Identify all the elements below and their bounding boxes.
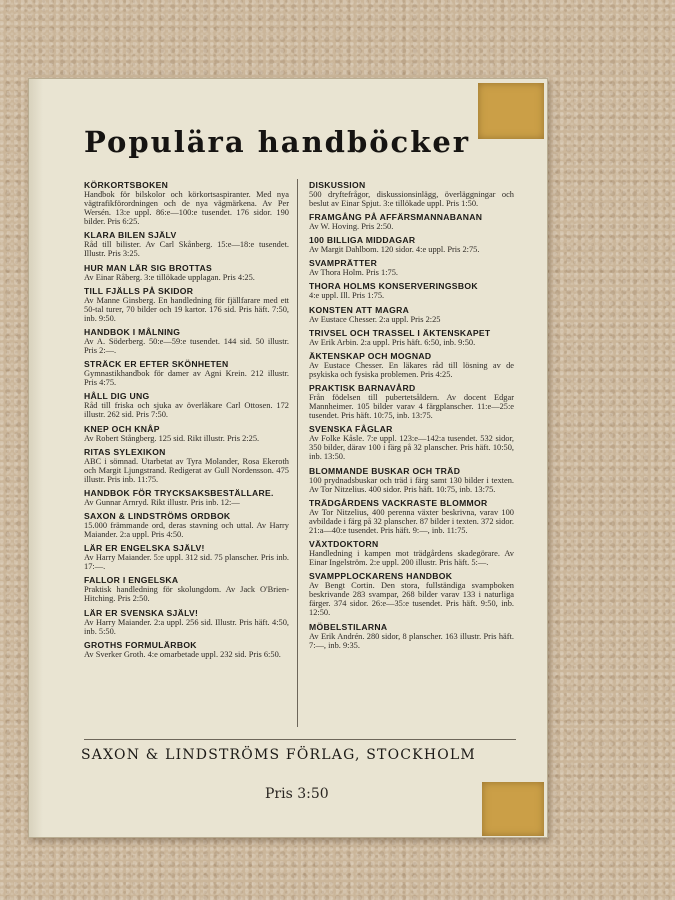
book-entry	[84, 511, 289, 539]
book-description: Av Eustace Chesser. En läkares råd till lösning av de psykiska och fysiska problemen. Pris 4:25.	[309, 360, 514, 379]
book-description: Av Gunnar Arnryd. Rikt illustr. Pris inb. 12:—	[84, 497, 240, 507]
book-entry	[309, 180, 514, 208]
book-description: Av Harry Maiander. 2:a uppl. 256 sid. Illustr. Pris häft. 4:50, inb. 5:50.	[84, 617, 289, 636]
book-description: Av Harry Maiander. 5:e uppl. 312 sid. 75 planscher. Pris inb. 17:—.	[84, 553, 289, 572]
book-description: Av A. Söderberg. 50:e—59:e tusendet. 144 sid. 50 illustr. Pris 2:—.	[84, 336, 289, 356]
book-title: GROTHS FORMULÄRBOK	[84, 639, 197, 650]
book-title: BLOMMANDE BUSKAR OCH TRÄD	[309, 465, 461, 476]
book-title: HANDBOK FÖR TRYCKSAKSBESTÄLLARE.	[84, 487, 274, 498]
book-title: HUR MAN LÄR SIG BROTTAS	[84, 262, 213, 273]
book-entry	[309, 466, 514, 494]
book-description: Av Sverker Groth. 4:e omarbetade uppl. 232 sid. Pris 6:50.	[84, 649, 281, 659]
book-title: TRÄDGÅRDENS VACKRASTE BLOMMOR	[309, 497, 488, 508]
price-label: Pris 3:50	[265, 786, 329, 802]
book-description: Av Manne Ginsberg. En handledning för fjällfarare med ett 50-tal turer, 70 bilder och 19 kartor. 176 sid. Pris häft. 7:50, inb. 9:50.	[84, 295, 289, 323]
book-entry	[309, 258, 514, 277]
book-description: Av Eustace Chesser. 2:a uppl. Pris 2:25	[309, 314, 441, 324]
book-title: HÅLL DIG UNG	[84, 391, 150, 402]
book-entry	[309, 383, 514, 420]
book-description: Från födelsen till pubertetsåldern. Av docent Edgar Mannheimer. 105 bilder varav 4 färgplanscher. 11:e—25:e tusendet. Pris häft. 10:75, inb. 13:75.	[309, 392, 514, 421]
publisher-rule	[84, 739, 516, 740]
book-entry	[309, 498, 514, 535]
book-entry	[84, 447, 289, 484]
book-description: Gymnastikhandbok för damer av Agni Krein. 212 illustr. Pris 4:75.	[84, 369, 289, 388]
book-title: LÄR ER ENGELSKA SJÄLV!	[84, 543, 205, 554]
book-title: PRAKTISK BARNAVÅRD	[309, 382, 416, 393]
book-title: SVAMPRÄTTER	[309, 258, 378, 269]
book-description: 500 dryftefrågor, diskussionsinlägg, överläggningar och beslut av Einar Spjut. 3:e tillökade uppl. Pris 1:50.	[309, 190, 514, 209]
book-entry	[309, 424, 514, 461]
book-description: 4:e uppl. Ill. Pris 1:75.	[309, 291, 385, 301]
book-title: MÖBELSTILARNA	[309, 621, 388, 632]
book-description: Av Folke Kåsle. 7:e uppl. 123:e—142:a tusendet. 532 sidor, 350 bilder, därav 100 i färg på 32 planscher. Pris häft. 10:50, inb. 13:50.	[309, 434, 514, 462]
book-title: TILL FJÄLLS PÅ SKIDOR	[84, 285, 194, 296]
book-entry	[309, 212, 514, 231]
book-title: 100 BILLIGA MIDDAGAR	[309, 235, 416, 246]
book-description: Av Erik Andrén. 280 sidor, 8 planscher. 163 illustr. Pris häft. 7:—, inb. 9:35.	[309, 631, 514, 650]
book-entry	[84, 640, 289, 659]
book-entry	[84, 180, 289, 226]
book-description: Råd till friska och sjuka av överläkare Carl Ottosen. 172 illustr. 262 sid. Pris 7:50.	[84, 401, 289, 420]
book-description: Av Thora Holm. Pris 1:75.	[309, 268, 399, 278]
book-description: Handledning i kampen mot trädgårdens skadegörare. Av Einar Ingelström. 2:e uppl. 200 illustr. Pris häft. 5:—.	[309, 548, 514, 568]
book-title: SVAMPPLOCKARENS HANDBOK	[309, 571, 453, 582]
book-title: SVENSKA FÅGLAR	[309, 424, 393, 435]
column-divider	[297, 179, 298, 727]
book-description: Råd till bilister. Av Carl Skånberg. 15:e—18:e tusendet. Illustr. Pris 3:25.	[84, 240, 289, 259]
book-description: Av Tor Nitzelius, 400 perenna växter beskrivna, varav 100 avbildade i färg på 32 planscher. 87 bilder i texten. 372 sidor. 21:a—40:e tusendet. Pris häft. 9:—, inb. 11:75.	[309, 507, 514, 535]
book-description: Praktisk handledning för skolungdom. Av Jack O'Brien-Hitching. Pris 2:50.	[84, 585, 289, 604]
booklet-back-cover	[28, 78, 548, 838]
book-entry	[309, 571, 514, 617]
book-description: Handbok för bilskolor och körkortsaspiranter. Med nya vägtrafikförordningen och de nya vägmärkena. Av Per Wersén. 13:e uppl. 86:e—100:e tusendet. 176 sidor. 190 bilder. Pris 6:25.	[84, 190, 289, 227]
book-description: ABC i sömnad. Utarbetat av Tyra Molander, Rosa Ekeroth och Margit Ljungstrand. Redigerat av Gull Nordensson. 475 illustr. Pris inb. 11:75.	[84, 456, 289, 484]
book-entry	[309, 235, 514, 254]
book-description: 15.000 främmande ord, deras stavning och uttal. Av Harry Maiander. 2:a uppl. Pris 4:50.	[84, 520, 289, 540]
book-entry	[84, 575, 289, 603]
book-entry	[84, 608, 289, 636]
book-title: KLARA BILEN SJÄLV	[84, 230, 177, 241]
book-description: Av Robert Stångberg. 125 sid. Rikt illustr. Pris 2:25.	[84, 433, 260, 443]
book-entry	[309, 281, 514, 300]
book-entry	[84, 359, 289, 387]
publisher-line: SAXON & LINDSTRÖMS FÖRLAG, STOCKHOLM	[81, 747, 476, 763]
book-title: SAXON & LINDSTRÖMS ORDBOK	[84, 510, 231, 521]
book-title: DISKUSSION	[309, 180, 366, 190]
book-entry	[84, 286, 289, 323]
book-entry	[309, 539, 514, 567]
book-entry	[309, 328, 514, 347]
book-entry	[84, 263, 289, 282]
book-title: STRÄCK ER EFTER SKÖNHETEN	[84, 359, 229, 370]
book-description: Av Margit Dahlbom. 120 sidor. 4:e uppl. Pris 2:75.	[309, 245, 480, 255]
book-entry	[309, 351, 514, 379]
book-title: RITAS SYLEXIKON	[84, 446, 166, 457]
book-description: 100 prydnadsbuskar och träd i färg samt 130 bilder i texten. Av Tor Nitzelius. 400 sidor. Pris häft. 10:75, inb. 13:75.	[309, 475, 514, 494]
right-column	[309, 180, 514, 654]
book-title: HANDBOK I MÅLNING	[84, 326, 181, 337]
book-description: Av Erik Arbin. 2:a uppl. Pris häft. 6:50, inb. 9:50.	[309, 337, 476, 347]
page-title: Populära handböcker	[84, 125, 471, 159]
book-entry	[84, 391, 289, 419]
tape-patch-bottom	[482, 782, 544, 836]
book-title: TRIVSEL OCH TRASSEL I ÄKTENSKAPET	[309, 327, 491, 338]
book-title: FALLOR I ENGELSKA	[84, 575, 179, 586]
book-entry	[84, 488, 289, 507]
book-title: ÄKTENSKAP OCH MOGNAD	[309, 350, 432, 361]
book-entry	[309, 622, 514, 650]
book-title: FRAMGÅNG PÅ AFFÄRSMANNABANAN	[309, 212, 483, 223]
book-description: Av Einar Råberg. 3:e tillökade upplagan. Pris 4:25.	[84, 272, 255, 282]
book-description: Av Bengt Cortin. Den stora, fullständiga svampboken beskrivande 283 svampar, 268 bilder varav 133 i naturliga färger. 374 sidor. 26:e—35:e tusendet. Pris häft. 9:50, inb. 12:50.	[309, 581, 514, 618]
book-title: VÄXTDOKTORN	[309, 538, 379, 549]
book-title: LÄR ER SVENSKA SJÄLV!	[84, 607, 199, 618]
book-entry	[84, 230, 289, 258]
book-entry	[84, 327, 289, 355]
book-entry	[84, 543, 289, 571]
book-entry	[84, 424, 289, 443]
book-title: KONSTEN ATT MAGRA	[309, 304, 410, 315]
book-title: THORA HOLMS KONSERVERINGSBOK	[309, 281, 478, 292]
left-column	[84, 180, 289, 663]
book-entry	[309, 305, 514, 324]
book-title: KNEP OCH KNÅP	[84, 423, 160, 434]
book-title: KÖRKORTSBOKEN	[84, 180, 169, 190]
book-description: Av W. Hoving. Pris 2:50.	[309, 222, 394, 232]
